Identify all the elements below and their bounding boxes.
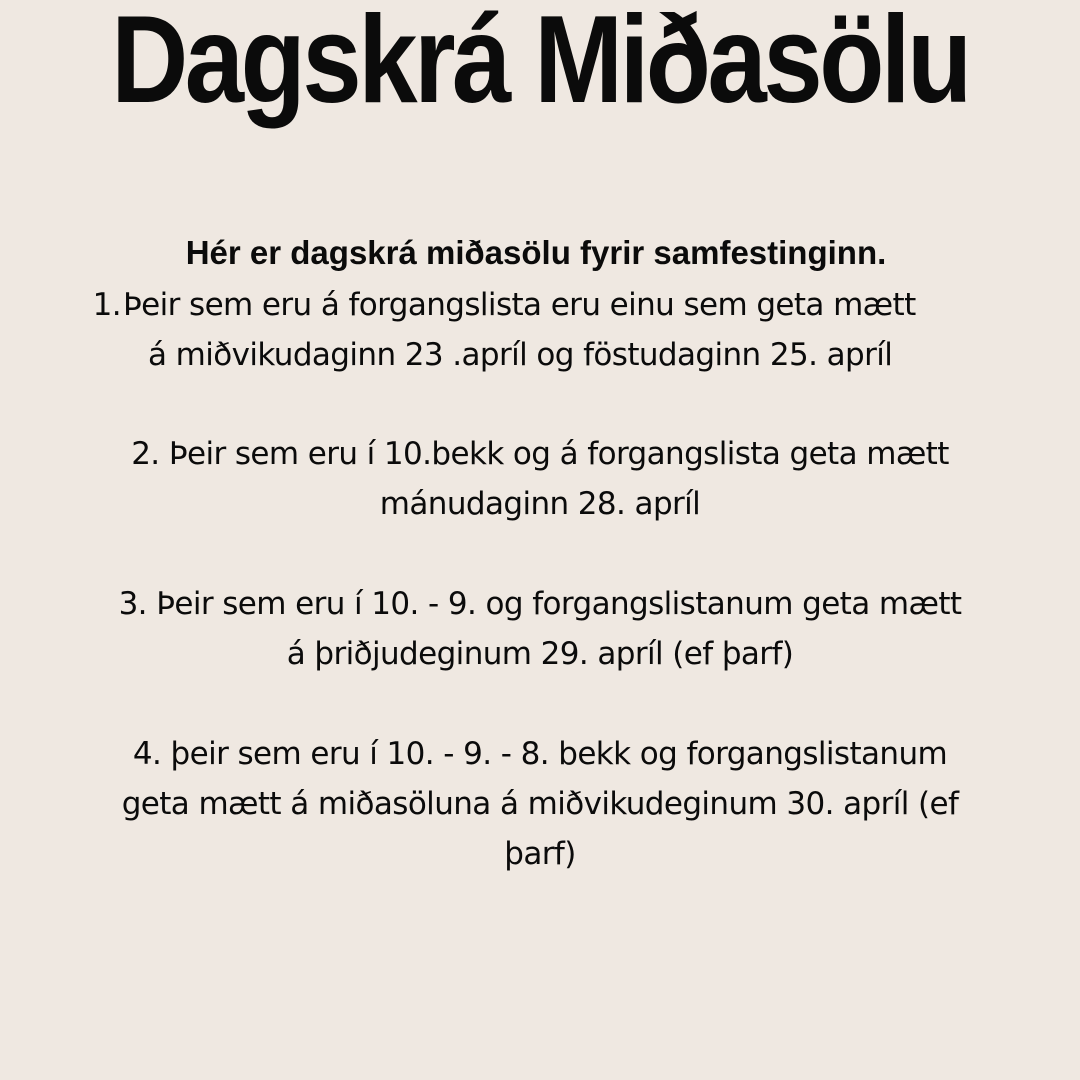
schedule-item-2-line-2: mánudaginn 28. apríl xyxy=(379,486,701,522)
schedule-item-4-line-2: geta mætt á miðasöluna á miðvikudeginum 30. apríl (ef xyxy=(121,786,959,822)
schedule-item-1-line-1: Þeir sem eru á forgangslista eru einu sem geta mætt xyxy=(123,287,916,323)
schedule-item-1-number: 1. xyxy=(92,287,121,323)
page-title: Dagskrá Miðasölu xyxy=(111,0,969,129)
schedule-item-4-line-3: þarf) xyxy=(504,836,576,872)
schedule-item-2 xyxy=(40,429,1040,529)
schedule-item-2-line-1: 2. Þeir sem eru í 10.bekk og á forgangslista geta mætt xyxy=(131,436,949,472)
schedule-item-4 xyxy=(40,729,1040,879)
schedule-item-4-line-1: 4. þeir sem eru í 10. - 9. - 8. bekk og forgangslistanum xyxy=(132,736,948,772)
schedule-item-3 xyxy=(40,579,1040,679)
schedule-item-3-line-2: á þriðjudeginum 29. apríl (ef þarf) xyxy=(286,636,794,672)
intro-text: Hér er dagskrá miðasölu fyrir samfestinginn. xyxy=(185,234,887,271)
title-container xyxy=(0,0,1080,138)
schedule-item-3-line-1: 3. Þeir sem eru í 10. - 9. og forgangslistanum geta mætt xyxy=(118,586,962,622)
schedule-item-1-line-2: á miðvikudaginn 23 .apríl og föstudaginn 25. apríl xyxy=(148,337,893,373)
